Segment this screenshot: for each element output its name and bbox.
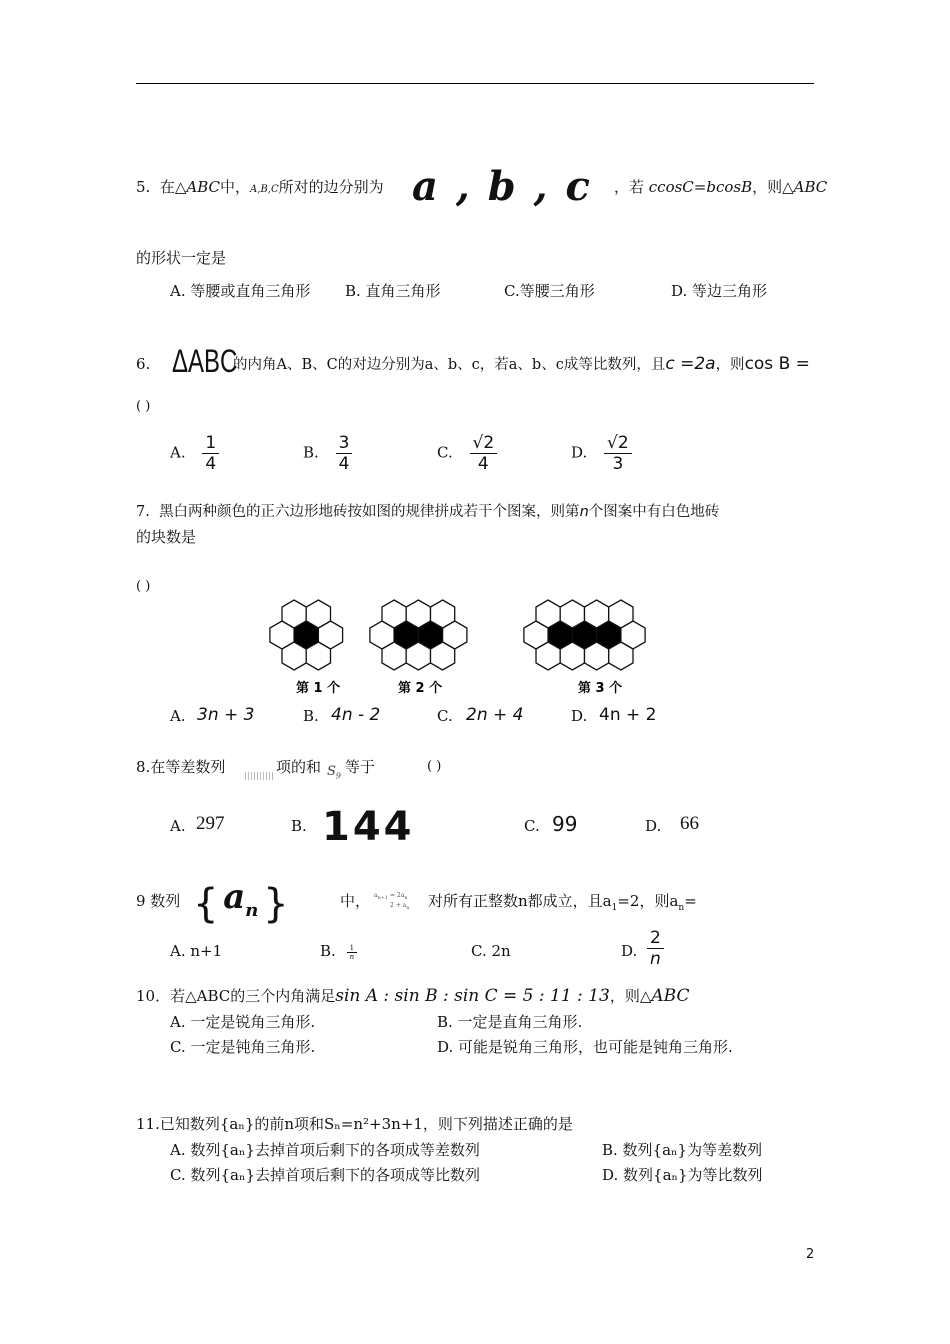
q6-a-label: A. [170,443,186,462]
white-hexagon-tile [536,600,560,628]
white-hexagon-tile [406,600,430,628]
header-rule [136,83,814,84]
q9-text-2a: 对所有正整数n都成立，且a [428,892,612,910]
q10-expr: sin A : sin B : sin C = 5 : 11 : 13 [335,986,610,1006]
hexagon-tiles [270,600,645,670]
q5-angles: A,B,C [250,184,279,195]
white-hexagon-tile [536,642,560,670]
q5-abc-2: ABC [793,178,828,196]
white-hexagon-tile [306,642,330,670]
q6-option-d [571,433,632,474]
q9-recurrence-image: $a_{n+1} = 2a_n$ $2 + a_n$ [373,892,410,912]
q6-b-label: B. [303,443,319,462]
q10-option-c: C. 一定是钝角三角形. [170,1038,316,1056]
white-hexagon-tile [282,600,306,628]
q7-option-c-expr: 2n + 4 [466,705,524,725]
q6-a-num: 1 [202,433,219,454]
q6-b-den: 4 [338,454,350,474]
figure-label-3: 第 3 个 [578,681,623,696]
q11-option-b: B. 数列{aₙ}为等差数列 [602,1141,763,1159]
white-hexagon-tile [382,600,406,628]
q8-option-a-label: A. [170,817,186,835]
q6-c-label: C. [437,443,453,462]
q6-paren: ( ) [136,399,151,414]
q10-option-a: A. 一定是锐角三角形. [170,1013,316,1031]
q5-text-4: ，若 [614,178,649,196]
q7-text-2: 个图案中有白色地砖 [588,504,720,520]
q8-option-c-value: 99 [552,812,578,836]
white-hexagon-tile [306,600,330,628]
q8-paren: ( ) [427,759,442,774]
q6-text-1: 的内角A、B、C的对边分别为a、b、c，若a、b、c成等比数列，且 [233,357,666,373]
q7-option-c-label: C. [437,707,453,725]
q9-b-fraction [347,944,358,961]
q5-condition [614,176,827,198]
q9-a-sub: n [245,899,259,921]
q6-d-fraction [604,433,632,474]
q6-a-fraction [202,433,219,474]
q7-n: n [579,504,589,520]
q5-option-d: D. 等边三角形 [671,282,768,300]
q9-b-num: 1 [347,944,358,953]
white-hexagon-tile [609,642,633,670]
q9-option-a: A. n+1 [170,942,223,960]
q9-an-sub: n [678,903,685,913]
q7-line2: 的块数是 [136,528,197,546]
q9-option-c: C. 2n [471,942,511,960]
q8-option-d-label: D. [645,817,662,835]
question-5 [136,176,384,201]
question-10 [136,985,689,1007]
q9-option-b [320,940,357,962]
q9-d-fraction [647,928,664,969]
white-hexagon-tile [406,642,430,670]
q5-sides: a , b , c [412,163,592,210]
q6-option-c [437,433,497,474]
q6-cos: cos B = [744,354,810,374]
q6-d-num: √2 [604,433,632,454]
q9-b-label: B. [320,942,336,960]
white-hexagon-tile [560,642,584,670]
question-7 [136,501,719,523]
q8-s9 [327,764,341,781]
page-number: 2 [806,1247,815,1262]
q6-option-a [170,433,219,474]
q9-option-d-label: D. [621,942,638,960]
q8-s-sub: 9 [335,771,341,781]
q7-text-1: 黑白两种颜色的正六边形地砖按如图的规律拼成若干个图案，则第 [159,504,580,520]
q8-option-d-value: 66 [680,813,699,834]
q5-text-5: ，则△ [752,178,794,196]
q6-b-fraction [336,433,353,474]
q7-option-a-expr: 3n + 3 [197,705,255,725]
q8-option-c-label: C. [524,817,540,835]
q6-c-num: √2 [470,433,498,454]
q8-text-3: 等于 [345,758,376,776]
q11-option-d: D. 数列{aₙ}为等比数列 [602,1166,763,1184]
q9-text-4: = [684,892,697,910]
q7-option-b-label: B. [303,707,319,725]
white-hexagon-tile [431,642,455,670]
q6-cond: c =2a [665,354,716,374]
q11-option-c: C. 数列{aₙ}去掉首项后剩下的各项成等比数列 [170,1166,480,1184]
white-hexagon-tile [585,642,609,670]
q9-text-2 [428,890,697,919]
figure-label-2: 第 2 个 [398,681,443,696]
q8-option-b-value: 144 [322,804,415,850]
white-hexagon-tile [585,600,609,628]
q8-condition-image [245,772,275,780]
hexagon-tile-figure [260,596,690,700]
q5-text-3: 所对的边分别为 [278,178,384,196]
q9-number: 9 数列 [136,892,181,910]
q11-option-a: A. 数列{aₙ}去掉首项后剩下的各项成等差数列 [170,1141,480,1159]
q6-c-den: 4 [477,454,489,474]
q5-abc: ABC [186,178,221,196]
q7-number: 7. [136,504,150,520]
figure-label-1: 第 1 个 [296,681,341,696]
q6-b-num: 3 [336,433,353,454]
question-8 [136,756,225,778]
q7-option-b-expr: 4n - 2 [331,705,381,725]
right-brace-icon: } [263,880,289,927]
q10-option-d: D. 可能是锐角三角形，也可能是钝角三角形. [437,1038,733,1056]
white-hexagon-tile [431,600,455,628]
q8-text-2: 项的和 [276,758,322,776]
q9-text: 中， [340,892,371,910]
q5-cond: ccosC=bcosB [648,178,753,196]
q5-option-b: B. 直角三角形 [345,282,441,300]
q5-option-a: A. 等腰或直角三角形 [170,282,311,300]
q8-option-a-value: 297 [196,813,225,834]
q8-s: S [327,764,336,779]
q5-number: 5. [136,178,151,196]
q8-text-1: 在等差数列 [150,758,226,776]
q6-option-b [303,433,352,474]
q5-text-1: 在△ [159,178,187,196]
q9-d-num: 2 [647,928,664,949]
white-hexagon-tile [282,642,306,670]
q9-a1-sub: 1 [611,903,618,913]
q9-option-d [647,928,664,969]
q10-text-2: ，则△ [609,987,652,1005]
q6-number: 6. [136,355,151,373]
q9-text-3: =2，则a [617,892,679,910]
q9-a: a [223,877,246,917]
q6-triangle: ΔABC [172,343,238,379]
q9-b-den: n [349,952,355,961]
q10-abc: ABC [651,986,690,1006]
white-hexagon-tile [609,600,633,628]
white-hexagon-tile [382,642,406,670]
left-brace-icon: { [193,880,219,927]
q5-option-c: C.等腰三角形 [504,282,595,300]
q6-a-den: 4 [205,454,217,474]
q6-c-fraction [470,433,498,474]
q7-option-a-label: A. [170,707,186,725]
q9-d-den: n [650,949,661,969]
q9-sequence [193,872,289,936]
q5-line2: 的形状一定是 [136,249,227,267]
white-hexagon-tile [560,600,584,628]
q6-d-den: 3 [612,454,624,474]
q6-text [233,353,810,376]
q6-d-label: D. [571,443,588,462]
question-11: 11.已知数列{aₙ}的前n项和Sₙ=n²+3n+1，则下列描述正确的是 [136,1115,573,1133]
q10-text-1: 10．若△ABC的三个内角满足 [136,987,336,1005]
q7-paren: ( ) [136,579,151,594]
q6-text-2: ，则 [715,357,745,373]
q8-number: 8. [136,758,151,776]
q5-text-2: 中， [220,178,251,196]
q10-option-b: B. 一定是直角三角形. [437,1013,583,1031]
q8-option-b-label: B. [291,817,307,835]
q7-option-d-label: D. [571,707,588,725]
q7-option-d-expr: 4n + 2 [599,705,657,725]
q9-an [223,877,259,921]
